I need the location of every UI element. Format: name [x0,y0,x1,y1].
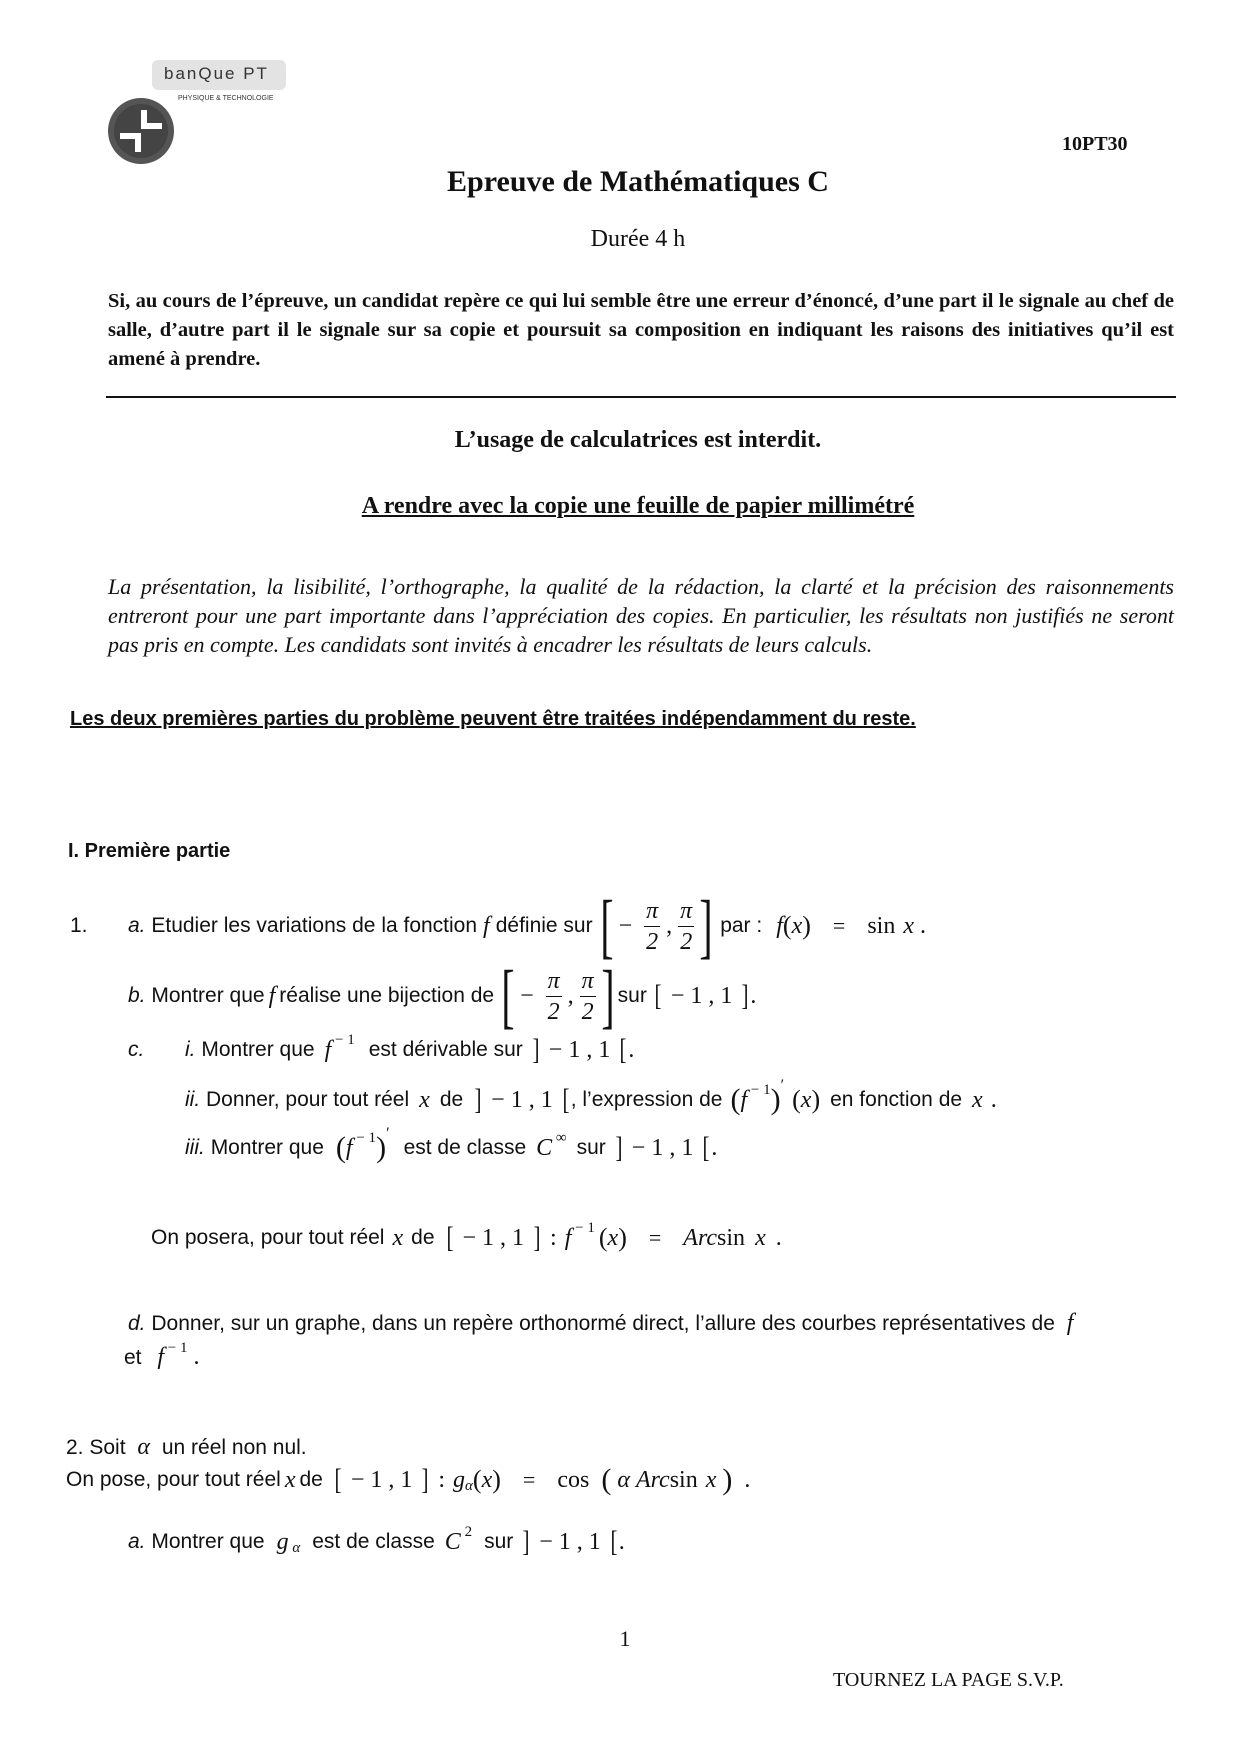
q1-ciii-sur: sur [576,1136,606,1159]
q1-cii-line: ii. Donner, pour tout réel x de ] − 1 , 1 [ , l’expression de ( f $^{- 1}$ ) ′ ( x ) en fonction de x . [185,1077,997,1116]
q1-a-text: Etudier les variations de la fonction [151,914,478,937]
logo-icon [106,96,176,166]
q1-cii-label: ii. [185,1088,201,1111]
q1-ci-line: c. i. Montrer que f $^{- 1}$ est dérivable sur ] − 1 , 1 [ . [128,1031,635,1066]
divider [106,396,1176,398]
paper-rule: A rendre avec la copie une feuille de papier millimétré [361,493,915,519]
q1-ciii-text2: est de classe [403,1136,527,1159]
parts-note: Les deux premières parties du problème peuvent être traitées indépendamment du reste. [70,708,916,730]
q1-b-label: b. [128,984,146,1007]
q1-b-line: b. Montrer que f réalise une bijection de [ − $\frac{\pi}{2}$ , $\frac{\pi}{2}$ ] sur [ − 1 , 1 ] . [128,956,757,1036]
q1-c-label: c. [128,1038,145,1061]
q1-d-text: Donner, sur un graphe, dans un repère orthonormé direct, l’allure des courbes représentatives de [151,1312,1055,1335]
q1-d-line1: d. Donner, sur un graphe, dans un repère orthonormé direct, l’allure des courbes représentatives de f [128,1310,1074,1336]
q1-cii-text2: , l’expression de [570,1088,723,1111]
posera-de: de [411,1226,435,1249]
q1-ci-text2: est dérivable sur [368,1038,523,1061]
notice-paragraph: Si, au cours de l’épreuve, un candidat repère ce qui lui semble être une erreur d’énoncé, d’une part il le signale au chef de salle, d’autre part il le signale sur sa copie et poursuit sa composition en indiquant les raisons des initiatives qu’il est amené à prendre. [108,290,1174,370]
posera-line: On posera, pour tout réel x de [ − 1 , 1 ] : f $^{- 1}$ ( x ) = Arc sin x . [151,1219,782,1254]
q2-a-text: Montrer que [151,1530,265,1553]
exam-title: Epreuve de Mathématiques C [447,165,829,198]
q1-cii-text: Donner, pour tout réel [206,1088,410,1111]
q1-ci-text: Montrer que [201,1038,315,1061]
q1-b-sur: sur [617,984,647,1007]
q2-line2-de: de [299,1468,323,1491]
part1-title: I. Première partie [68,840,231,862]
exam-duration: Durée 4 h [590,226,686,252]
logo-subtitle: PHYSIQUE & TECHNOLOGIE [178,95,274,102]
q2-a-label: a. [128,1530,146,1553]
turn-page: TOURNEZ LA PAGE S.V.P. [833,1669,1064,1691]
q1-ciii-line: iii. Montrer que ( f $^{- 1}$ ) ′ est de classe C ∞ sur ] − 1 , 1 [ . [185,1125,718,1164]
q1-d-line2: et f $^{- 1}$ . [124,1340,200,1370]
presentation-paragraph: La présentation, la lisibilité, l’orthographe, la qualité de la rédaction, la clarté et la précision des raisonnements entreront pour une part importante dans l’appréciation des copies. En particulier, les résultats non justifiés ne seront pas pris en compte. Les candidats sont invités à encadrer les résultats de leurs calculs. [108,574,1174,657]
q1-number: 1. [70,914,88,937]
logo-name: banQue PT [164,64,269,83]
q2-a-sur: sur [484,1530,514,1553]
q1-a-text2: définie sur [495,914,593,937]
q1-ciii-label: iii. [185,1136,205,1159]
posera-text: On posera, pour tout réel [151,1226,385,1249]
q1-d-label: d. [128,1312,146,1335]
q2-line2: On pose, pour tout réel x de [ − 1 , 1 ] : g $_\alpha$ ( x ) = cos ( α Arc sin x ) . [66,1463,751,1496]
exam-code: 10PT30 [1062,133,1128,155]
q1-b-text2: réalise une bijection de [279,984,495,1007]
q2-a-text2: est de classe [312,1530,435,1553]
q1-d-et: et [124,1346,142,1369]
page-number: 1 [619,1626,631,1651]
q1-b-text: Montrer que [151,984,265,1007]
q2-line2-text: On pose, pour tout réel [66,1468,281,1491]
q1-ci-label: i. [185,1038,196,1061]
q1-cii-de: de [439,1088,464,1111]
q1-a-par: par : [720,914,763,937]
q2-line1-end: un réel non nul. [161,1436,307,1459]
q2-line1-text: 2. Soit [66,1436,126,1459]
q1-ciii-text: Montrer que [210,1136,324,1159]
q1-a-line: 1. a. Etudier les variations de la fonction f définie sur [ − $\frac{\pi}{2}$ , $\frac{\pi}{2}$ ] par : f ( x ) = sin x . [70,886,926,966]
q2-line1: 2. Soit α un réel non nul. [66,1434,307,1460]
q1-cii-text3: en fonction de [830,1088,963,1111]
q2-a-line: a. Montrer que g $_\alpha$ est de classe C $^2$ sur ] − 1 , 1 [ . [128,1523,625,1558]
q1-a-label: a. [128,914,146,937]
calculator-rule: L’usage de calculatrices est interdit. [454,427,822,453]
